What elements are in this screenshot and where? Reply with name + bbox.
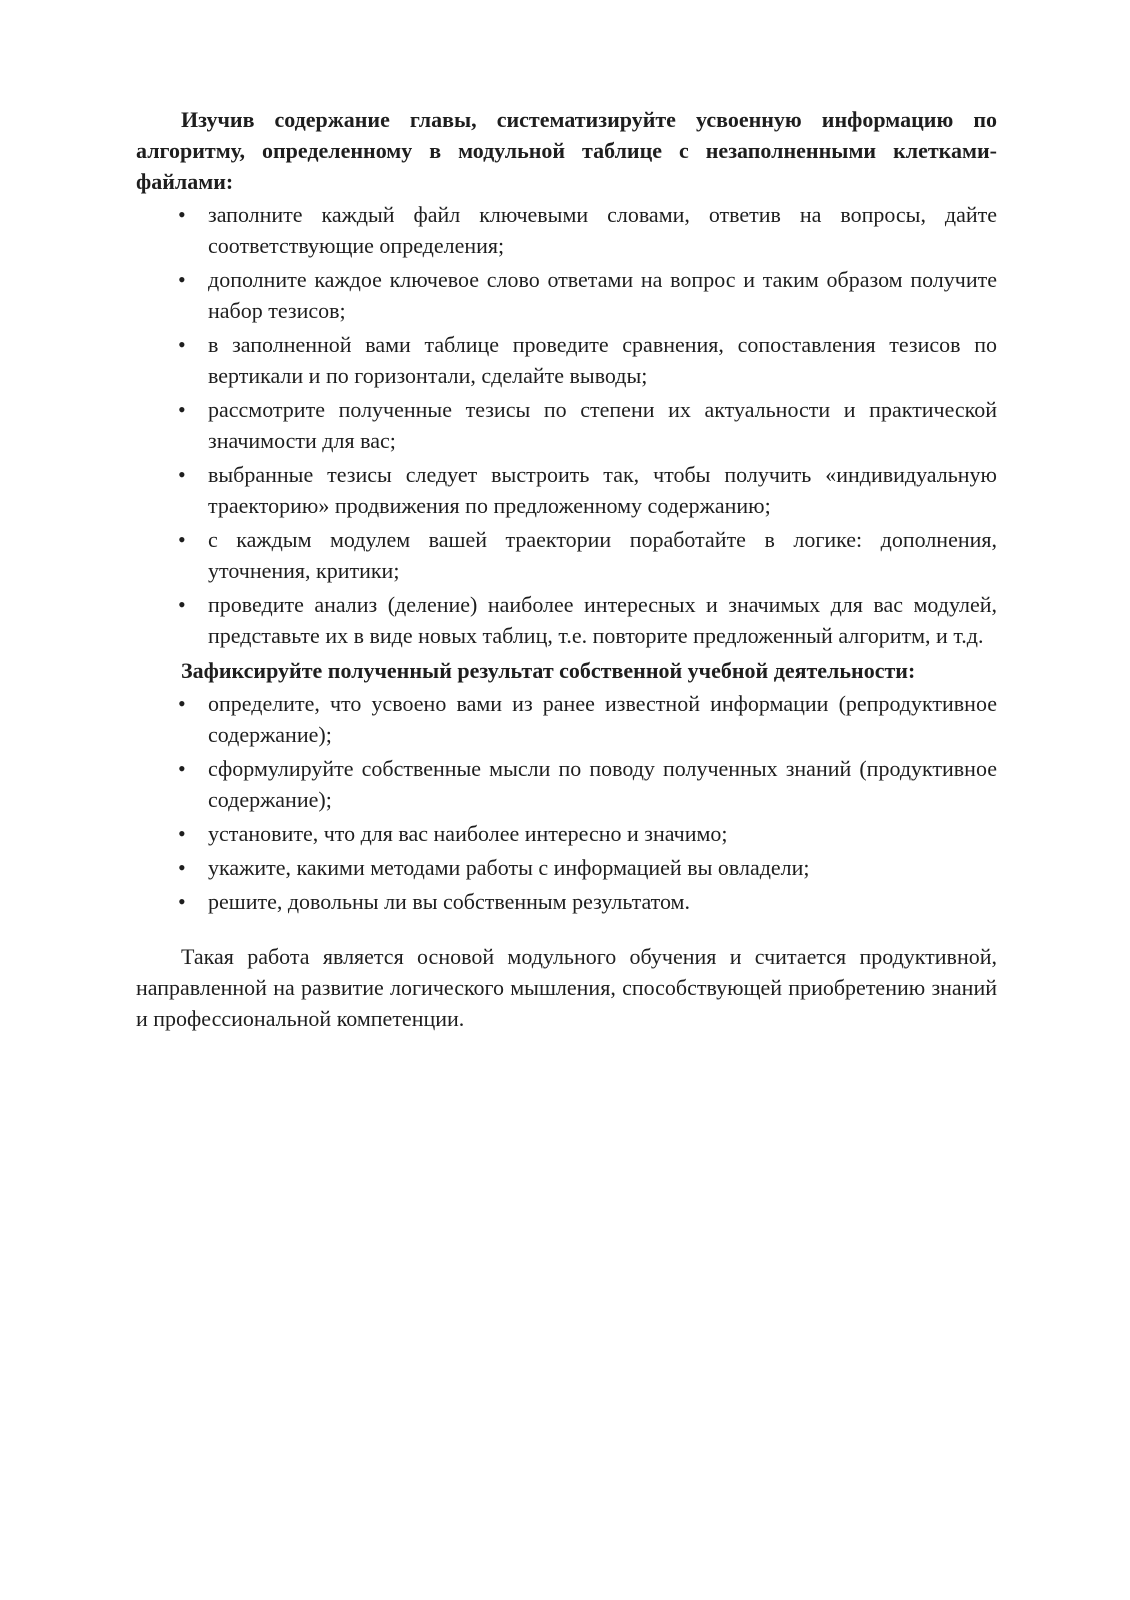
conclusion-paragraph: Такая работа является основой модульного обучения и считается продуктивной, направленной на развитие логического мышления, способствующей приобретению знаний и профессиональной компетенции. bbox=[136, 944, 997, 1031]
bullet-icon: • bbox=[178, 527, 186, 552]
list-item-text: с каждым модулем вашей траектории поработайте в логике: дополнения, уточнения, критики; bbox=[208, 527, 997, 583]
result-heading: Зафиксируйте полученный результат собственной учебной деятельности: bbox=[181, 658, 916, 683]
algorithm-list bbox=[136, 199, 997, 651]
bullet-icon: • bbox=[178, 756, 186, 781]
bullet-icon: • bbox=[178, 821, 186, 846]
list-item bbox=[136, 199, 997, 261]
intro-paragraph: Изучив содержание главы, систематизируйте усвоенную информацию по алгоритму, определенному в модульной таблице с незаполненными клетками-файлами: bbox=[136, 107, 997, 194]
list-item-text: выбранные тезисы следует выстроить так, чтобы получить «индивидуальную траекторию» продвижения по предложенному содержанию; bbox=[208, 462, 997, 518]
list-item-text: рассмотрите полученные тезисы по степени их актуальности и практической значимости для вас; bbox=[208, 397, 997, 453]
list-item-text: определите, что усвоено вами из ранее известной информации (репродуктивное содержание); bbox=[208, 691, 997, 747]
list-item bbox=[136, 329, 997, 391]
bullet-icon: • bbox=[178, 267, 186, 292]
bullet-icon: • bbox=[178, 889, 186, 914]
bullet-icon: • bbox=[178, 855, 186, 880]
bullet-icon: • bbox=[178, 691, 186, 716]
list-item-text: установите, что для вас наиболее интересно и значимо; bbox=[208, 821, 728, 846]
list-item-text: сформулируйте собственные мысли по поводу полученных знаний (продуктивное содержание); bbox=[208, 756, 997, 812]
bullet-icon: • bbox=[178, 592, 186, 617]
list-item bbox=[136, 852, 997, 883]
bullet-icon: • bbox=[178, 202, 186, 227]
list-item bbox=[136, 394, 997, 456]
bullet-icon: • bbox=[178, 462, 186, 487]
list-item bbox=[136, 753, 997, 815]
list-item-text: в заполненной вами таблице проведите сравнения, сопоставления тезисов по вертикали и по горизонтали, сделайте выводы; bbox=[208, 332, 997, 388]
list-item-text: решите, довольны ли вы собственным результатом. bbox=[208, 889, 690, 914]
list-item bbox=[136, 459, 997, 521]
list-item-text: дополните каждое ключевое слово ответами на вопрос и таким образом получите набор тезисов; bbox=[208, 267, 997, 323]
bullet-icon: • bbox=[178, 397, 186, 422]
result-list bbox=[136, 688, 997, 917]
list-item-text: укажите, какими методами работы с информацией вы овладели; bbox=[208, 855, 810, 880]
list-item bbox=[136, 524, 997, 586]
list-item-text: заполните каждый файл ключевыми словами, ответив на вопросы, дайте соответствующие определения; bbox=[208, 202, 997, 258]
list-item bbox=[136, 589, 997, 651]
list-item bbox=[136, 886, 997, 917]
list-item bbox=[136, 688, 997, 750]
list-item bbox=[136, 264, 997, 326]
bullet-icon: • bbox=[178, 332, 186, 357]
list-item bbox=[136, 818, 997, 849]
list-item-text: проведите анализ (деление) наиболее интересных и значимых для вас модулей, представьте их в виде новых таблиц, т.е. повторите предложенный алгоритм, и т.д. bbox=[208, 592, 997, 648]
